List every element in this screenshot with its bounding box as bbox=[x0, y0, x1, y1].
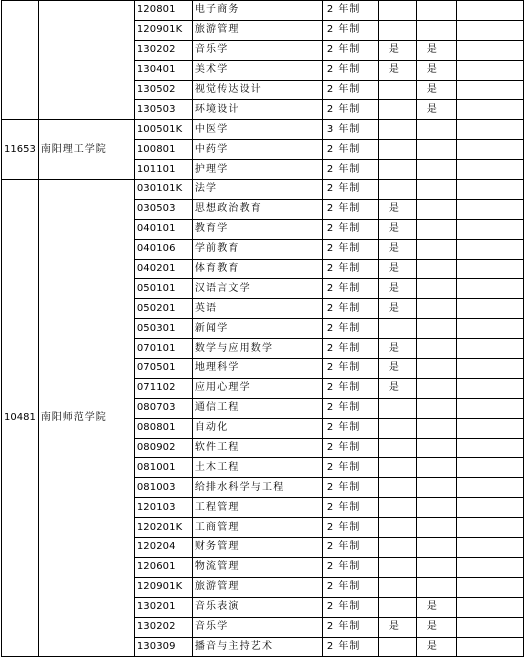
flag-a bbox=[378, 478, 416, 498]
major-name: 中药学 bbox=[192, 140, 322, 160]
major-name: 环境设计 bbox=[192, 100, 322, 120]
major-code: 100501K bbox=[134, 120, 192, 140]
flag-a bbox=[378, 557, 416, 577]
study-duration: 2 年制 bbox=[322, 140, 378, 160]
study-duration: 2 年制 bbox=[322, 259, 378, 279]
flag-b bbox=[416, 339, 456, 359]
empty-cell bbox=[456, 577, 523, 597]
flag-a bbox=[378, 20, 416, 40]
major-name: 视觉传达设计 bbox=[192, 80, 322, 100]
major-name: 汉语言文学 bbox=[192, 279, 322, 299]
major-code: 081001 bbox=[134, 458, 192, 478]
flag-b bbox=[416, 498, 456, 518]
empty-cell bbox=[456, 1, 523, 21]
major-code: 130503 bbox=[134, 100, 192, 120]
flag-b bbox=[416, 538, 456, 558]
empty-cell bbox=[456, 60, 523, 80]
study-duration: 2 年制 bbox=[322, 239, 378, 259]
flag-b bbox=[416, 299, 456, 319]
flag-a bbox=[378, 80, 416, 100]
flag-a bbox=[378, 597, 416, 617]
flag-b: 是 bbox=[416, 60, 456, 80]
empty-cell bbox=[456, 100, 523, 120]
empty-cell bbox=[456, 637, 523, 657]
flag-a bbox=[378, 140, 416, 160]
study-duration: 2 年制 bbox=[322, 60, 378, 80]
flag-a bbox=[378, 100, 416, 120]
study-duration: 2 年制 bbox=[322, 577, 378, 597]
major-name: 美术学 bbox=[192, 60, 322, 80]
major-code: 130401 bbox=[134, 60, 192, 80]
major-code: 120103 bbox=[134, 498, 192, 518]
flag-b bbox=[416, 160, 456, 180]
major-code: 081003 bbox=[134, 478, 192, 498]
major-name: 软件工程 bbox=[192, 438, 322, 458]
flag-b: 是 bbox=[416, 597, 456, 617]
empty-cell bbox=[456, 339, 523, 359]
flag-a bbox=[378, 538, 416, 558]
study-duration: 2 年制 bbox=[322, 478, 378, 498]
major-code: 101101 bbox=[134, 160, 192, 180]
empty-cell bbox=[456, 239, 523, 259]
study-duration: 2 年制 bbox=[322, 458, 378, 478]
study-duration: 2 年制 bbox=[322, 20, 378, 40]
major-code: 050201 bbox=[134, 299, 192, 319]
flag-a bbox=[378, 398, 416, 418]
major-code: 120801 bbox=[134, 1, 192, 21]
flag-a: 是 bbox=[378, 40, 416, 60]
flag-a bbox=[378, 518, 416, 538]
institution-code: 10481 bbox=[2, 180, 39, 657]
flag-b: 是 bbox=[416, 80, 456, 100]
study-duration: 2 年制 bbox=[322, 319, 378, 339]
major-code: 040201 bbox=[134, 259, 192, 279]
major-code: 120601 bbox=[134, 557, 192, 577]
major-name: 教育学 bbox=[192, 219, 322, 239]
empty-cell bbox=[456, 597, 523, 617]
major-name: 护理学 bbox=[192, 160, 322, 180]
study-duration: 2 年制 bbox=[322, 180, 378, 200]
flag-a: 是 bbox=[378, 359, 416, 379]
major-code: 120201K bbox=[134, 518, 192, 538]
flag-b bbox=[416, 518, 456, 538]
major-code: 040101 bbox=[134, 219, 192, 239]
empty-cell bbox=[456, 120, 523, 140]
major-name: 工程管理 bbox=[192, 498, 322, 518]
flag-a bbox=[378, 577, 416, 597]
flag-a: 是 bbox=[378, 279, 416, 299]
flag-a bbox=[378, 458, 416, 478]
study-duration: 2 年制 bbox=[322, 398, 378, 418]
flag-b bbox=[416, 359, 456, 379]
major-name: 音乐表演 bbox=[192, 597, 322, 617]
study-duration: 2 年制 bbox=[322, 299, 378, 319]
major-name: 地理科学 bbox=[192, 359, 322, 379]
flag-b bbox=[416, 199, 456, 219]
empty-cell bbox=[456, 319, 523, 339]
study-duration: 2 年制 bbox=[322, 339, 378, 359]
flag-a bbox=[378, 180, 416, 200]
flag-b: 是 bbox=[416, 100, 456, 120]
major-code: 071102 bbox=[134, 378, 192, 398]
flag-a bbox=[378, 160, 416, 180]
institution-name: 南阳理工学院 bbox=[38, 120, 134, 180]
flag-b bbox=[416, 219, 456, 239]
flag-b bbox=[416, 398, 456, 418]
table-row bbox=[2, 1, 524, 21]
empty-cell bbox=[456, 299, 523, 319]
flag-a bbox=[378, 120, 416, 140]
empty-cell bbox=[456, 160, 523, 180]
empty-cell bbox=[456, 80, 523, 100]
empty-cell bbox=[456, 498, 523, 518]
major-code: 070101 bbox=[134, 339, 192, 359]
flag-b bbox=[416, 557, 456, 577]
empty-cell bbox=[456, 458, 523, 478]
flag-b bbox=[416, 577, 456, 597]
major-code: 100801 bbox=[134, 140, 192, 160]
flag-b bbox=[416, 319, 456, 339]
empty-cell bbox=[456, 418, 523, 438]
study-duration: 2 年制 bbox=[322, 498, 378, 518]
major-code: 050301 bbox=[134, 319, 192, 339]
flag-b bbox=[416, 259, 456, 279]
flag-b: 是 bbox=[416, 40, 456, 60]
study-duration: 2 年制 bbox=[322, 518, 378, 538]
empty-cell bbox=[456, 259, 523, 279]
flag-b bbox=[416, 20, 456, 40]
major-code: 030101K bbox=[134, 180, 192, 200]
flag-b: 是 bbox=[416, 637, 456, 657]
empty-cell bbox=[456, 538, 523, 558]
major-name: 法学 bbox=[192, 180, 322, 200]
table-row bbox=[2, 180, 524, 200]
major-name: 给排水科学与工程 bbox=[192, 478, 322, 498]
major-code: 130202 bbox=[134, 617, 192, 637]
study-duration: 2 年制 bbox=[322, 279, 378, 299]
major-code: 130309 bbox=[134, 637, 192, 657]
study-duration: 2 年制 bbox=[322, 100, 378, 120]
empty-cell bbox=[456, 398, 523, 418]
majors-table bbox=[1, 0, 524, 657]
study-duration: 2 年制 bbox=[322, 617, 378, 637]
empty-cell bbox=[456, 557, 523, 577]
major-code: 120901K bbox=[134, 577, 192, 597]
study-duration: 2 年制 bbox=[322, 418, 378, 438]
flag-a: 是 bbox=[378, 259, 416, 279]
study-duration: 2 年制 bbox=[322, 219, 378, 239]
institution-name: 南阳师范学院 bbox=[38, 180, 134, 657]
flag-b bbox=[416, 478, 456, 498]
flag-b bbox=[416, 120, 456, 140]
major-code: 070501 bbox=[134, 359, 192, 379]
flag-a: 是 bbox=[378, 239, 416, 259]
major-name: 自动化 bbox=[192, 418, 322, 438]
major-code: 050101 bbox=[134, 279, 192, 299]
study-duration: 2 年制 bbox=[322, 359, 378, 379]
study-duration: 3 年制 bbox=[322, 120, 378, 140]
study-duration: 2 年制 bbox=[322, 40, 378, 60]
study-duration: 2 年制 bbox=[322, 160, 378, 180]
major-name: 旅游管理 bbox=[192, 577, 322, 597]
major-name: 应用心理学 bbox=[192, 378, 322, 398]
empty-cell bbox=[456, 359, 523, 379]
empty-cell bbox=[456, 140, 523, 160]
major-name: 音乐学 bbox=[192, 40, 322, 60]
empty-cell bbox=[456, 20, 523, 40]
empty-cell bbox=[456, 279, 523, 299]
flag-b bbox=[416, 279, 456, 299]
flag-a: 是 bbox=[378, 378, 416, 398]
major-name: 思想政治教育 bbox=[192, 199, 322, 219]
flag-b bbox=[416, 140, 456, 160]
flag-a: 是 bbox=[378, 339, 416, 359]
empty-cell bbox=[456, 478, 523, 498]
flag-a: 是 bbox=[378, 617, 416, 637]
institution-code: 11653 bbox=[2, 120, 39, 180]
institution-name bbox=[38, 1, 134, 120]
flag-b bbox=[416, 438, 456, 458]
majors-table-page bbox=[1, 0, 524, 657]
institution-code bbox=[2, 1, 39, 120]
flag-b bbox=[416, 239, 456, 259]
major-code: 080703 bbox=[134, 398, 192, 418]
major-name: 财务管理 bbox=[192, 538, 322, 558]
major-name: 学前教育 bbox=[192, 239, 322, 259]
empty-cell bbox=[456, 438, 523, 458]
flag-b: 是 bbox=[416, 617, 456, 637]
major-code: 130202 bbox=[134, 40, 192, 60]
major-name: 新闻学 bbox=[192, 319, 322, 339]
study-duration: 2 年制 bbox=[322, 199, 378, 219]
empty-cell bbox=[456, 199, 523, 219]
major-name: 土木工程 bbox=[192, 458, 322, 478]
major-name: 体育教育 bbox=[192, 259, 322, 279]
study-duration: 2 年制 bbox=[322, 1, 378, 21]
empty-cell bbox=[456, 617, 523, 637]
flag-a bbox=[378, 438, 416, 458]
major-code: 030503 bbox=[134, 199, 192, 219]
major-name: 中医学 bbox=[192, 120, 322, 140]
major-code: 130502 bbox=[134, 80, 192, 100]
study-duration: 2 年制 bbox=[322, 378, 378, 398]
major-code: 120901K bbox=[134, 20, 192, 40]
flag-b bbox=[416, 418, 456, 438]
empty-cell bbox=[456, 180, 523, 200]
major-name: 英语 bbox=[192, 299, 322, 319]
study-duration: 2 年制 bbox=[322, 538, 378, 558]
flag-a bbox=[378, 1, 416, 21]
major-code: 130201 bbox=[134, 597, 192, 617]
flag-a: 是 bbox=[378, 299, 416, 319]
empty-cell bbox=[456, 518, 523, 538]
flag-a: 是 bbox=[378, 60, 416, 80]
study-duration: 2 年制 bbox=[322, 597, 378, 617]
major-code: 080902 bbox=[134, 438, 192, 458]
flag-a bbox=[378, 498, 416, 518]
major-name: 工商管理 bbox=[192, 518, 322, 538]
flag-a: 是 bbox=[378, 219, 416, 239]
major-name: 音乐学 bbox=[192, 617, 322, 637]
empty-cell bbox=[456, 40, 523, 60]
major-name: 物流管理 bbox=[192, 557, 322, 577]
study-duration: 2 年制 bbox=[322, 438, 378, 458]
flag-b bbox=[416, 1, 456, 21]
flag-a bbox=[378, 418, 416, 438]
study-duration: 2 年制 bbox=[322, 557, 378, 577]
major-name: 数学与应用数学 bbox=[192, 339, 322, 359]
major-name: 播音与主持艺术 bbox=[192, 637, 322, 657]
empty-cell bbox=[456, 219, 523, 239]
flag-a bbox=[378, 637, 416, 657]
major-name: 通信工程 bbox=[192, 398, 322, 418]
study-duration: 2 年制 bbox=[322, 80, 378, 100]
table-row bbox=[2, 120, 524, 140]
major-name: 旅游管理 bbox=[192, 20, 322, 40]
flag-b bbox=[416, 458, 456, 478]
empty-cell bbox=[456, 378, 523, 398]
major-code: 040106 bbox=[134, 239, 192, 259]
study-duration: 2 年制 bbox=[322, 637, 378, 657]
flag-a: 是 bbox=[378, 199, 416, 219]
flag-b bbox=[416, 378, 456, 398]
flag-b bbox=[416, 180, 456, 200]
major-code: 080801 bbox=[134, 418, 192, 438]
flag-a bbox=[378, 319, 416, 339]
major-code: 120204 bbox=[134, 538, 192, 558]
major-name: 电子商务 bbox=[192, 1, 322, 21]
